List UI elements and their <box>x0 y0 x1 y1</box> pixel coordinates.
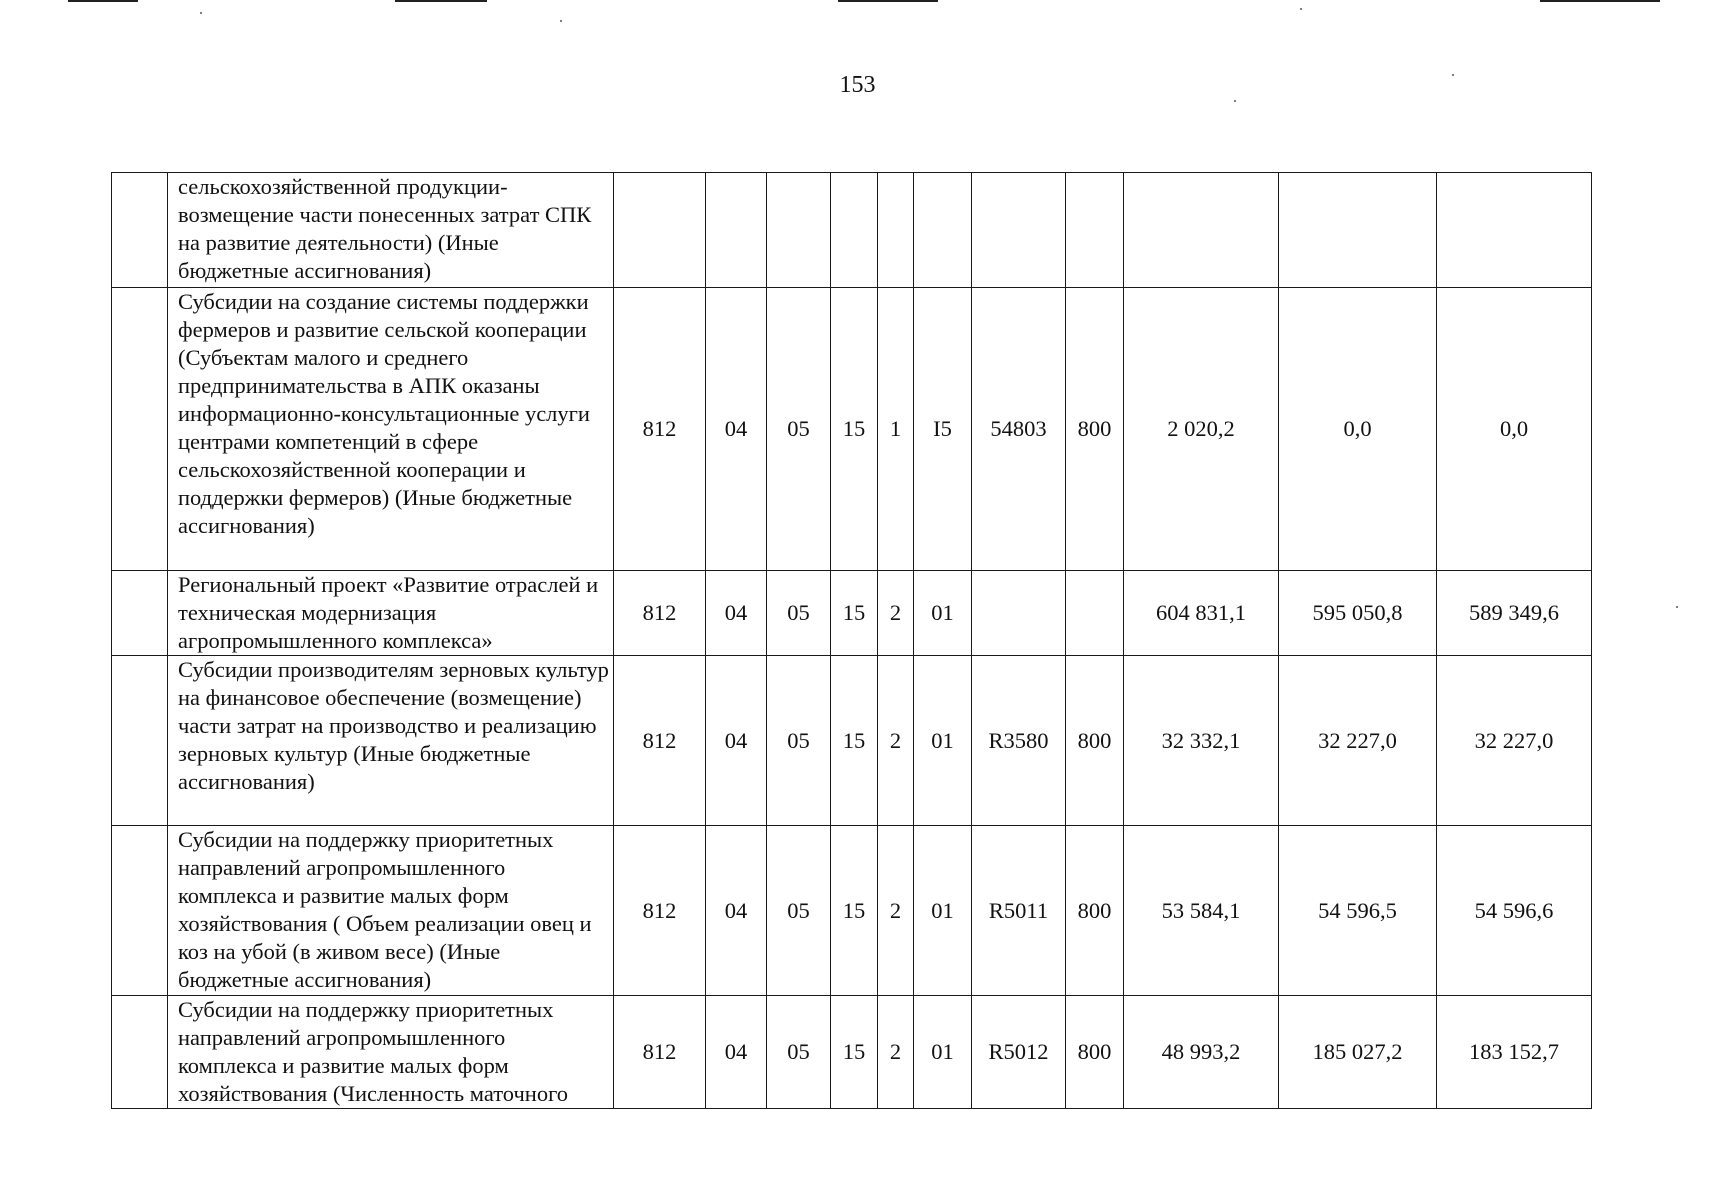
item-name-cell: Региональный проект «Развитие отраслей и техническая модернизация агропромышленного комплекса» <box>168 571 614 656</box>
table-row <box>112 826 1592 996</box>
row-number-cell <box>112 656 168 826</box>
scan-mark <box>395 0 487 2</box>
item-name-cell: Субсидии производителям зерновых культур на финансовое обеспечение (возмещение) части затрат на производство и реализацию зерновых культур (Иные бюджетные ассигнования) <box>168 656 614 826</box>
subsection-code-cell: 05 <box>767 826 831 996</box>
subprogram-code-cell: 2 <box>878 996 914 1109</box>
direction-code-cell <box>972 571 1066 656</box>
project-code-cell: 01 <box>914 826 972 996</box>
grbs-code-cell: 812 <box>614 996 706 1109</box>
budget-allocation-table <box>111 172 1592 1109</box>
project-code-cell: 01 <box>914 571 972 656</box>
scan-mark <box>1540 0 1660 2</box>
direction-code-cell: R5011 <box>972 826 1066 996</box>
subprogram-code-cell <box>878 173 914 288</box>
row-number-cell <box>112 996 168 1109</box>
amount-year-2-cell <box>1279 173 1437 288</box>
subsection-code-cell: 05 <box>767 571 831 656</box>
item-name-cell: Субсидии на создание системы поддержки фермеров и развитие сельской кооперации (Субъектам малого и среднего предпринимательства в АПК оказаны информационно-консультационные услуги центрами компетенций в сфере сельскохозяйственной кооперации и поддержки фермеров) (Иные бюджетные ассигнования) <box>168 288 614 571</box>
subprogram-code-cell: 2 <box>878 656 914 826</box>
item-name-cell: Субсидии на поддержку приоритетных направлений агропромышленного комплекса и развитие малых форм хозяйствования (Численность маточного <box>168 996 614 1109</box>
expense-type-code-cell: 800 <box>1066 288 1124 571</box>
scan-dot <box>1676 606 1678 608</box>
table-row <box>112 656 1592 826</box>
table-row <box>112 571 1592 656</box>
amount-year-2-cell: 595 050,8 <box>1279 571 1437 656</box>
program-code-cell <box>831 173 878 288</box>
subprogram-code-cell: 2 <box>878 571 914 656</box>
program-code-cell: 15 <box>831 996 878 1109</box>
amount-year-1-cell: 2 020,2 <box>1124 288 1279 571</box>
program-code-cell: 15 <box>831 656 878 826</box>
expense-type-code-cell <box>1066 173 1124 288</box>
grbs-code-cell: 812 <box>614 656 706 826</box>
subsection-code-cell: 05 <box>767 996 831 1109</box>
project-code-cell: 01 <box>914 996 972 1109</box>
program-code-cell: 15 <box>831 288 878 571</box>
row-number-cell <box>112 288 168 571</box>
amount-year-1-cell: 32 332,1 <box>1124 656 1279 826</box>
expense-type-code-cell: 800 <box>1066 656 1124 826</box>
amount-year-2-cell: 0,0 <box>1279 288 1437 571</box>
item-name-cell: сельскохозяйственной продукции-возмещение части понесенных затрат СПК на развитие деятельности) (Иные бюджетные ассигнования) <box>168 173 614 288</box>
table-row <box>112 173 1592 288</box>
amount-year-1-cell: 48 993,2 <box>1124 996 1279 1109</box>
subprogram-code-cell: 1 <box>878 288 914 571</box>
section-code-cell: 04 <box>706 571 767 656</box>
section-code-cell: 04 <box>706 288 767 571</box>
item-name-cell: Субсидии на поддержку приоритетных направлений агропромышленного комплекса и развитие малых форм хозяйствования ( Объем реализации овец и коз на убой (в живом весе) (Иные бюджетные ассигнования) <box>168 826 614 996</box>
scan-dot <box>200 12 202 14</box>
scan-dot <box>1300 8 1302 10</box>
subsection-code-cell: 05 <box>767 656 831 826</box>
scan-mark <box>68 0 138 2</box>
expense-type-code-cell: 800 <box>1066 826 1124 996</box>
amount-year-3-cell: 589 349,6 <box>1437 571 1592 656</box>
program-code-cell: 15 <box>831 826 878 996</box>
row-number-cell <box>112 571 168 656</box>
project-code-cell <box>914 173 972 288</box>
grbs-code-cell: 812 <box>614 571 706 656</box>
table-row <box>112 996 1592 1109</box>
section-code-cell: 04 <box>706 656 767 826</box>
project-code-cell: 01 <box>914 656 972 826</box>
scan-dot <box>1234 100 1236 102</box>
amount-year-3-cell <box>1437 173 1592 288</box>
expense-type-code-cell: 800 <box>1066 996 1124 1109</box>
grbs-code-cell <box>614 173 706 288</box>
page-number: 153 <box>839 72 876 98</box>
amount-year-1-cell <box>1124 173 1279 288</box>
row-number-cell <box>112 173 168 288</box>
direction-code-cell: R5012 <box>972 996 1066 1109</box>
grbs-code-cell: 812 <box>614 288 706 571</box>
amount-year-3-cell: 54 596,6 <box>1437 826 1592 996</box>
subsection-code-cell: 05 <box>767 288 831 571</box>
direction-code-cell: R3580 <box>972 656 1066 826</box>
section-code-cell: 04 <box>706 996 767 1109</box>
row-number-cell <box>112 826 168 996</box>
project-code-cell: I5 <box>914 288 972 571</box>
amount-year-2-cell: 32 227,0 <box>1279 656 1437 826</box>
direction-code-cell: 54803 <box>972 288 1066 571</box>
amount-year-3-cell: 183 152,7 <box>1437 996 1592 1109</box>
expense-type-code-cell <box>1066 571 1124 656</box>
direction-code-cell <box>972 173 1066 288</box>
section-code-cell <box>706 173 767 288</box>
subprogram-code-cell: 2 <box>878 826 914 996</box>
program-code-cell: 15 <box>831 571 878 656</box>
scan-dot <box>560 20 562 22</box>
scan-mark <box>838 0 938 2</box>
grbs-code-cell: 812 <box>614 826 706 996</box>
amount-year-2-cell: 54 596,5 <box>1279 826 1437 996</box>
table-row <box>112 288 1592 571</box>
section-code-cell: 04 <box>706 826 767 996</box>
amount-year-2-cell: 185 027,2 <box>1279 996 1437 1109</box>
amount-year-1-cell: 604 831,1 <box>1124 571 1279 656</box>
amount-year-3-cell: 0,0 <box>1437 288 1592 571</box>
amount-year-1-cell: 53 584,1 <box>1124 826 1279 996</box>
amount-year-3-cell: 32 227,0 <box>1437 656 1592 826</box>
subsection-code-cell <box>767 173 831 288</box>
